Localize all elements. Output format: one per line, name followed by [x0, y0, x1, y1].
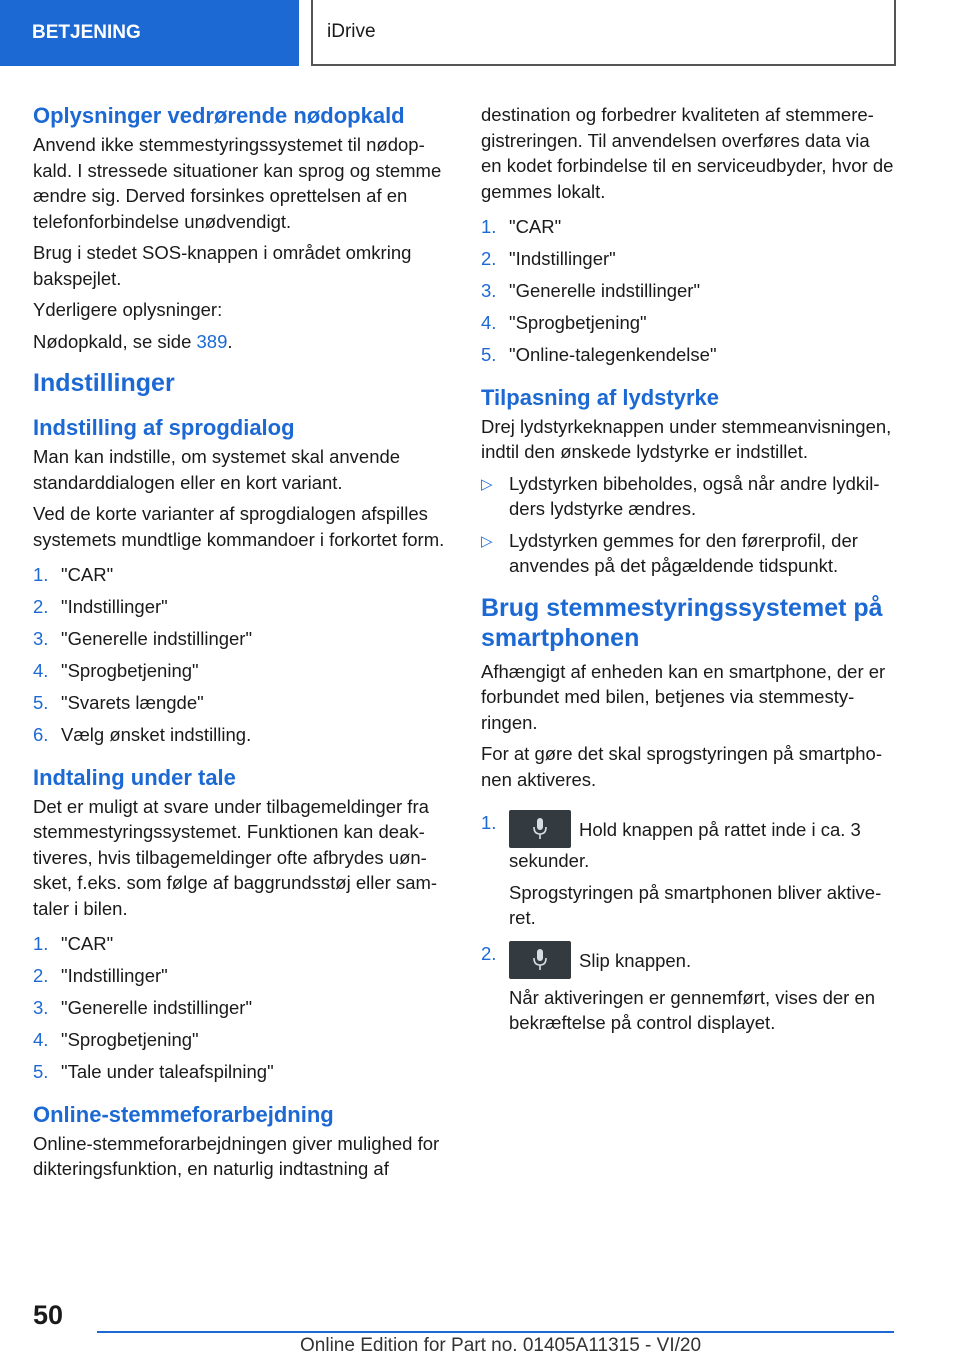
list-item [481, 810, 895, 931]
voice-button-image [509, 941, 571, 979]
step-number: 5. [33, 1061, 49, 1082]
microphone-icon [533, 949, 547, 971]
step-text: Hold knappen på rattet inde i ca. 3 sekunder. [509, 819, 861, 871]
list-item [33, 658, 447, 684]
list-item [33, 562, 447, 588]
list-item [481, 310, 895, 336]
volume-heading: Tilpasning af lydstyrke [481, 384, 720, 410]
step-text: "Indstillinger" [61, 965, 168, 986]
settings-heading: Indstillinger [33, 369, 175, 397]
step-number: 2. [481, 942, 497, 964]
edition-note: Online Edition for Part no. 01405A11315 - VI/20 [300, 1335, 702, 1356]
step-number: 3. [33, 628, 49, 649]
dialog-heading: Indstilling af sprogdialog [33, 415, 295, 440]
footer-divider [97, 1331, 894, 1333]
list-item [33, 690, 447, 716]
list-item [481, 941, 895, 1036]
list-item [481, 214, 895, 240]
step-number: 1. [33, 933, 49, 954]
triangle-right-icon: ▷ [481, 532, 493, 550]
step-number: 5. [33, 692, 49, 713]
step-text: "CAR" [61, 933, 114, 954]
dialog-paragraph-2: Ved de korte varianter af sprogdialogen afspilles systemets mundtlige kommandoer i forkortet form. [33, 503, 445, 550]
step-number: 3. [481, 280, 497, 301]
list-item [33, 1059, 447, 1085]
microphone-icon [533, 818, 547, 840]
online-heading: Online-stemmeforarbejdning [33, 1101, 334, 1127]
list-item [33, 995, 447, 1021]
page-link[interactable]: 389 [196, 330, 228, 352]
triangle-right-icon: ▷ [481, 475, 493, 493]
step-text: "Indstillinger" [61, 596, 168, 617]
emergency-heading: Oplysninger vedrørende nødopkald [33, 103, 405, 128]
online-steps [481, 214, 895, 368]
smartphone-heading: Brug stemmestyringssystemet på smartphonen [481, 593, 883, 652]
step-number: 2. [481, 248, 497, 269]
step-number: 1. [33, 564, 49, 585]
step-number: 4. [481, 312, 497, 333]
list-item [481, 246, 895, 272]
step-number: 1. [481, 216, 497, 237]
chapter-label: iDrive [311, 0, 896, 66]
step-number: 2. [33, 965, 49, 986]
emergency-paragraph-3: Yderligere oplysninger: [33, 299, 223, 320]
smartphone-steps [481, 810, 895, 1036]
voice-button-image [509, 810, 571, 848]
list-item [481, 342, 895, 368]
volume-paragraph: Drej lydstyrkeknappen under stemmeanvisningen, indtil den ønskede lydstyrke er indstillet. [481, 415, 892, 462]
list-item [33, 594, 447, 620]
bullet-text: Lydstyrken bibeholdes, også når andre lydkilders lydstyrke ændres. [509, 472, 880, 519]
step-number: 4. [33, 1029, 49, 1050]
bullet-text: Lydstyrken gemmes for den førerprofil, der anvendes på det pågældende tidspunkt. [509, 529, 858, 576]
page-number: 50 [33, 1300, 64, 1330]
left-column [33, 102, 447, 1188]
emergency-paragraph-1: Anvend ikke stemmestyringssystemet til nødopkald. I stressede situationer kan sprog og stemme ændre sig. Derved forsinkes oprettelsen af en telefonforbindelse unødvendigt. [33, 134, 442, 232]
step-note: Når aktiveringen er gennemført, vises der en bekræftelse på control displayet. [509, 986, 876, 1033]
step-text: "Tale under taleafspilning" [61, 1061, 274, 1082]
emergency-reference [33, 329, 447, 355]
step-text: "Sprogbetjening" [61, 1029, 199, 1050]
step-text: "Sprogbetjening" [61, 660, 199, 681]
list-item [33, 1027, 447, 1053]
section-label: BETJENING [0, 0, 299, 66]
step-text: "Generelle indstillinger" [61, 628, 253, 649]
barge-in-heading: Indtaling under tale [33, 764, 236, 790]
list-item [33, 963, 447, 989]
smartphone-paragraph-1: Afhængigt af enheden kan en smartphone, der er forbundet med bilen, betjenes via stemmestyringen. [481, 660, 886, 733]
step-text: Vælg ønsket indstilling. [61, 724, 252, 745]
volume-bullets [481, 471, 895, 579]
step-note: Sprogstyringen på smartphonen bliver aktiveret. [509, 881, 882, 928]
list-item [33, 722, 447, 748]
step-number: 4. [33, 660, 49, 681]
step-text: "Indstillinger" [509, 248, 616, 269]
step-number: 2. [33, 596, 49, 617]
page-header [0, 0, 960, 66]
step-text: "Generelle indstillinger" [61, 997, 253, 1018]
dialog-steps [33, 562, 447, 748]
emergency-paragraph-2: Brug i stedet SOS-knappen i området omkring bakspejlet. [33, 242, 412, 289]
list-item [481, 528, 895, 579]
online-paragraph-continued: destination og forbedrer kvaliteten af stemmeregistreringen. Til anvendelsen overføres data via en kodet forbindelse til en serviceudbyder, hvor de gemmes lokalt. [481, 104, 894, 202]
barge-in-paragraph: Det er muligt at svare under tilbagemeldinger fra stemmestyringssystemet. Funktionen kan deaktiveres, hvis tilbagemeldinger ofte afbrydes uønsket, f.eks. som følge af baggrundsstøj eller samtaler i bilen. [33, 795, 438, 919]
step-text: "Svarets længde" [61, 692, 204, 713]
step-number: 1. [481, 812, 497, 833]
step-number: 5. [481, 344, 497, 365]
list-item [481, 471, 895, 522]
step-text: "Online-talegenkendelse" [509, 344, 717, 365]
step-text: Slip knappen. [579, 949, 692, 971]
step-text: "Sprogbetjening" [509, 312, 647, 333]
barge-in-steps [33, 931, 447, 1085]
step-text: "Generelle indstillinger" [509, 280, 701, 301]
step-number: 3. [33, 997, 49, 1018]
step-text: "CAR" [509, 216, 562, 237]
online-paragraph: Online-stemmeforarbejdningen giver mulighed for dikteringsfunktion, en naturlig indtastning af [33, 1132, 440, 1179]
list-item [33, 626, 447, 652]
reference-text: Nødopkald, se side [33, 330, 197, 352]
reference-end: . [227, 330, 233, 352]
step-number: 6. [33, 724, 49, 745]
smartphone-paragraph-2: For at gøre det skal sprogstyringen på smartphonen aktiveres. [481, 743, 883, 790]
right-column [481, 102, 895, 1048]
dialog-paragraph-1: Man kan indstille, om systemet skal anvende standarddialogen eller en kort variant. [33, 446, 401, 493]
step-text: "CAR" [61, 564, 114, 585]
list-item [33, 931, 447, 957]
list-item [481, 278, 895, 304]
